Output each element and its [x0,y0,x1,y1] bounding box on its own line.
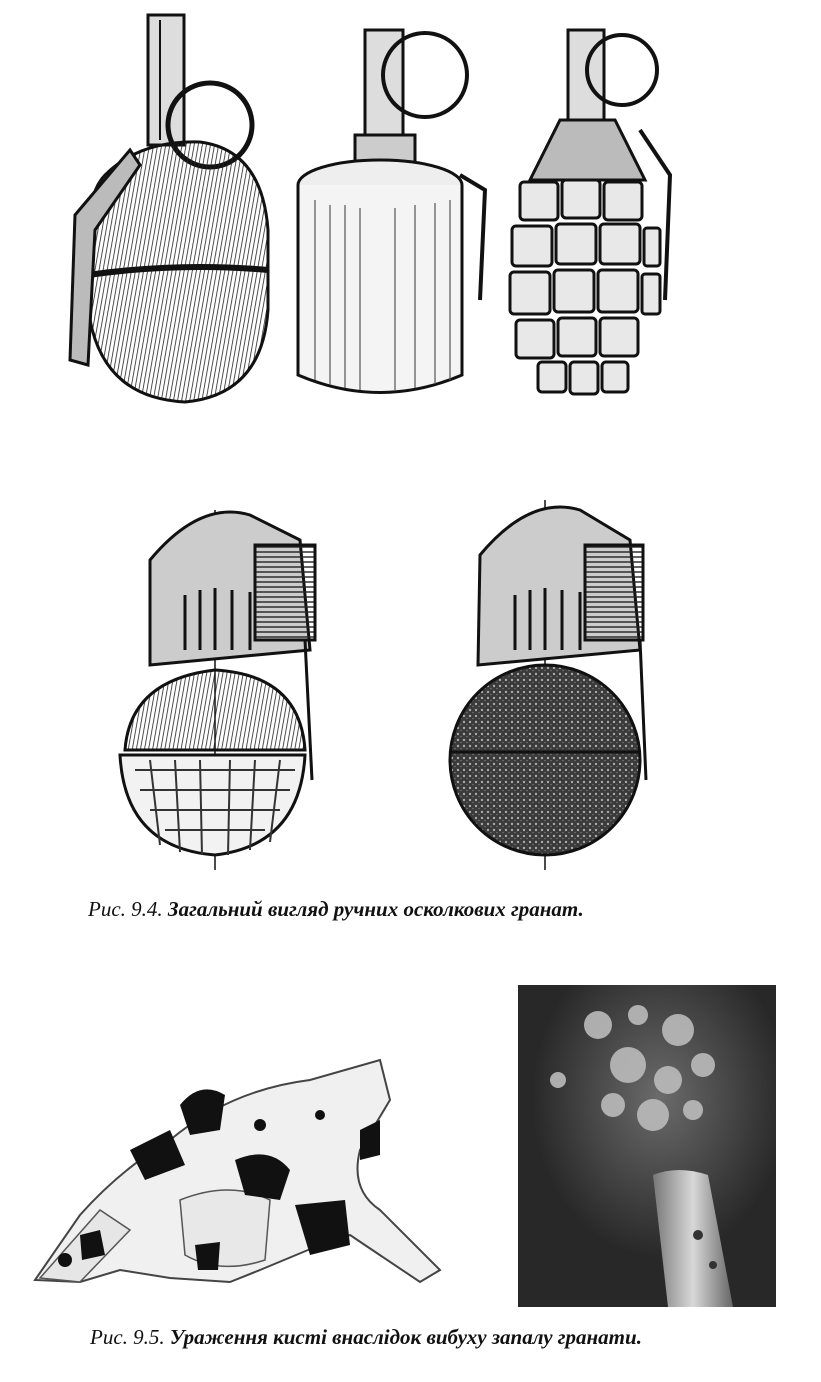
injury-closeup-photo-right [518,985,776,1307]
grenade-pineapple-right [510,30,670,394]
figure-9-4-caption [88,897,821,922]
figure-9-5 [0,980,821,1380]
grenade-cylinder-middle [298,30,485,393]
figure-9-5-caption [90,1325,821,1350]
grenade-sectional-left [120,510,315,870]
grenade-solid-right [450,500,646,870]
figure-9-4-number: Рис. 9.4. [88,897,163,921]
figure-9-5-number: Рис. 9.5. [90,1325,165,1349]
figure-9-4-title: Загальний вигляд ручних осколкових гранат. [167,897,584,921]
figure-9-5-title: Ураження кисті внаслідок вибуху запалу гранати. [169,1325,642,1349]
hand-photo-left [20,1020,460,1290]
grenade-egg-left [70,15,268,402]
